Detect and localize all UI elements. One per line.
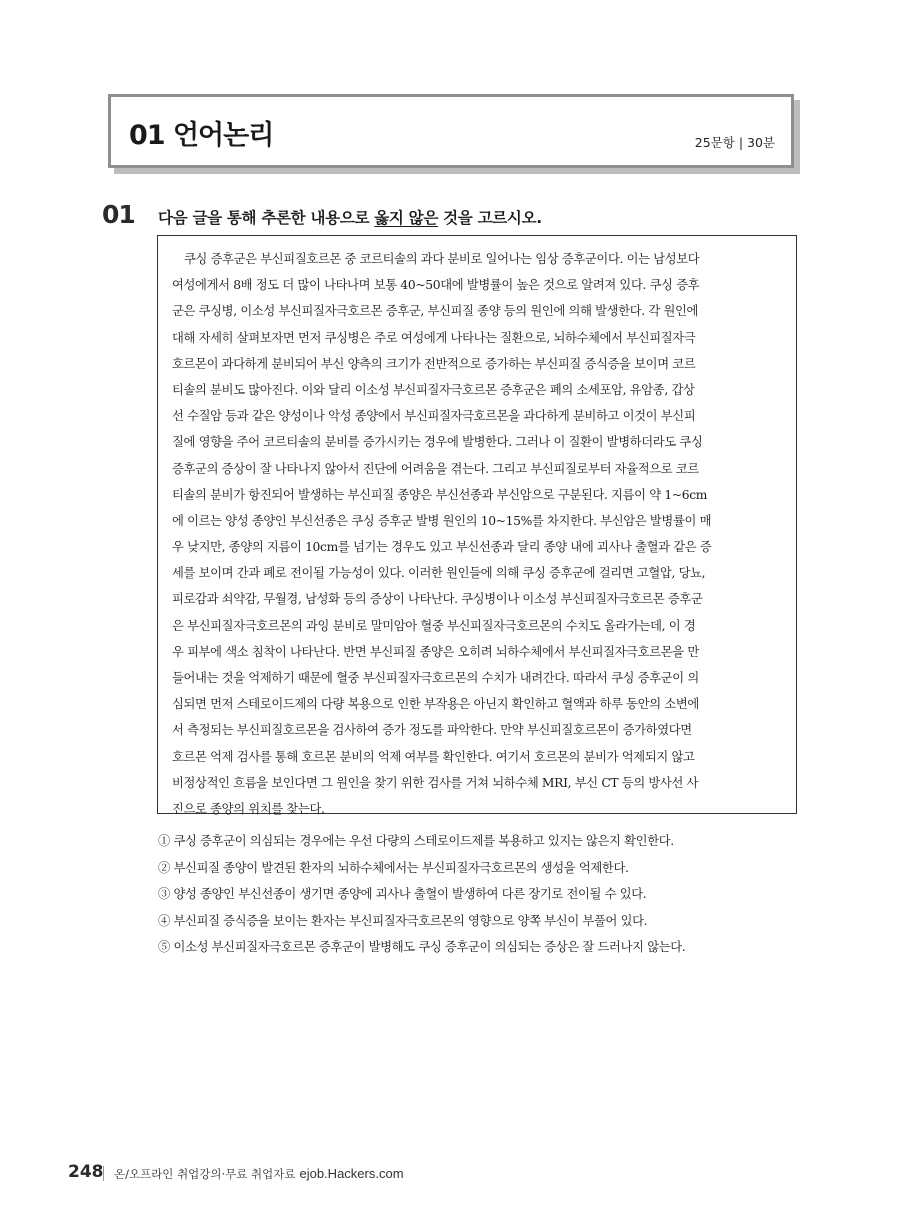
passage-line: 티솔의 분비도 많아진다. 이와 달리 이소성 부신피질자극호르몬 증후군은 폐의 소세포암, 유암종, 갑상 [172,382,695,397]
passage-line: 질에 영향을 주어 코르티솔의 분비를 증가시키는 경우에 발병한다. 그러나 이 질환이 발병하더라도 쿠싱 [172,435,703,450]
question-stem-after: 것을 고르시오. [438,209,542,227]
passage-line: 우 피부에 색소 침착이 나타난다. 반면 부신피질 종양은 오히려 뇌하수체에서 부신피질자극호르몬을 만 [172,644,699,659]
passage-line: 서 측정되는 부신피질호르몬을 검사하여 증가 정도를 파악한다. 만약 부신피질호르몬이 증가하였다면 [172,723,692,738]
question-stem-negative: 옳지 않은 [374,209,439,227]
passage-line: 비정상적인 흐름을 보인다면 그 원인을 찾기 위한 검사를 거쳐 뇌하수체 MRI, 부신 CT 등의 방사선 사 [172,775,699,790]
option-2[interactable]: ② 부신피질 종양이 발견된 환자의 뇌하수체에서는 부신피질자극호르몬의 생성을 억제한다. [158,860,629,875]
section-title: 01 언어논리 [129,120,274,151]
section-header [108,94,794,168]
answer-options [158,828,798,961]
passage-line: 대해 자세히 살펴보자면 먼저 쿠싱병은 주로 여성에게 나타나는 질환으로, 뇌하수체에서 부신피질자극 [172,330,696,345]
passage-box [157,235,797,814]
passage-line: 우 낮지만, 종양의 지름이 10cm를 넘기는 경우도 있고 부신선종과 달리 종양 내에 괴사나 출혈과 같은 증 [172,540,712,555]
passage-line: 여성에게서 8배 정도 더 많이 나타나며 보통 40~50대에 발병률이 높은 것으로 알려져 있다. 쿠싱 증후 [172,278,700,293]
question-stem-before: 다음 글을 통해 추론한 내용으로 [158,209,375,227]
passage-line: 증후군의 증상이 잘 나타나지 않아서 진단에 어려움을 겪는다. 그리고 부신피질로부터 자율적으로 코르 [172,461,699,476]
passage-line: 은 부신피질자극호르몬의 과잉 분비로 말미암아 혈중 부신피질자극호르몬의 수치도 올라가는데, 이 경 [172,618,696,633]
footer-text: 온/오프라인 취업강의·무료 취업자료 [114,1167,296,1181]
footer-divider [103,1166,104,1181]
option-3[interactable]: ③ 양성 종양인 부신선종이 생기면 종양에 괴사나 출혈이 발생하여 다른 장기로 전이될 수 있다. [158,887,647,901]
passage-line: 군은 쿠싱병, 이소성 부신피질자극호르몬 증후군, 부신피질 종양 등의 원인에 의해 발생한다. 각 원인에 [172,304,699,319]
passage-line: 진으로 종양의 위치를 찾는다. [172,801,325,816]
passage-line: 에 이르는 양성 종양인 부신선종은 쿠싱 증후군 발병 원인의 10~15%를 차지한다. 부신암은 발병률이 매 [172,513,712,528]
passage-line: 들어내는 것을 억제하기 때문에 혈중 부신피질자극호르몬의 수치가 내려간다. 따라서 쿠싱 증후군이 의 [172,671,699,685]
option-4[interactable]: ④ 부신피질 증식증을 보이는 환자는 부신피질자극호르몬의 영향으로 양쪽 부신이 부풀어 있다. [158,913,648,928]
passage-line: 세를 보이며 간과 폐로 전이될 가능성이 있다. 이러한 원인들에 의해 쿠싱 증후군에 걸리면 고혈압, 당뇨, [172,566,706,581]
footer-info [114,1166,404,1182]
passage-line: 피로감과 쇠약감, 무월경, 남성화 등의 증상이 나타난다. 쿠싱병이나 이소성 부신피질자극호르몬 증후군 [172,592,703,607]
page-number: 248 [68,1162,104,1182]
passage-line: 심되면 먼저 스테로이드제의 다량 복용으로 인한 부작용은 아닌지 확인하고 혈액과 하루 동안의 소변에 [172,697,699,712]
option-1[interactable]: ① 쿠싱 증후군이 의심되는 경우에는 우선 다량의 스테로이드제를 복용하고 있지는 않은지 확인한다. [158,834,674,848]
question-number: 01 [102,200,135,229]
footer-url[interactable]: ejob.Hackers.com [299,1166,404,1181]
option-5[interactable]: ⑤ 이소성 부신피질자극호르몬 증후군이 발병해도 쿠싱 증후군이 의심되는 증상은 잘 드러나지 않는다. [158,940,686,954]
passage-line: 쿠싱 증후군은 부신피질호르몬 중 코르티솔의 과다 분비로 일어나는 임상 증후군이다. 이는 남성보다 [172,252,700,266]
passage-line: 호르몬이 과다하게 분비되어 부신 양측의 크기가 전반적으로 증가하는 부신피질 증식증을 보이며 코르 [172,356,696,371]
passage-line: 선 수질암 등과 같은 양성이나 악성 종양에서 부신피질자극호르몬을 과다하게 분비하고 이것이 부신피 [172,409,696,424]
section-meta: 25문항 | 30분 [694,135,775,150]
passage-line: 호르몬 억제 검사를 통해 호르몬 분비의 억제 여부를 확인한다. 여기서 호르몬의 분비가 억제되지 않고 [172,749,695,764]
passage-line: 티솔의 분비가 항진되어 발생하는 부신피질 종양은 부신선종과 부신암으로 구분된다. 지름이 약 1~6cm [172,487,708,502]
question-stem [158,206,542,228]
